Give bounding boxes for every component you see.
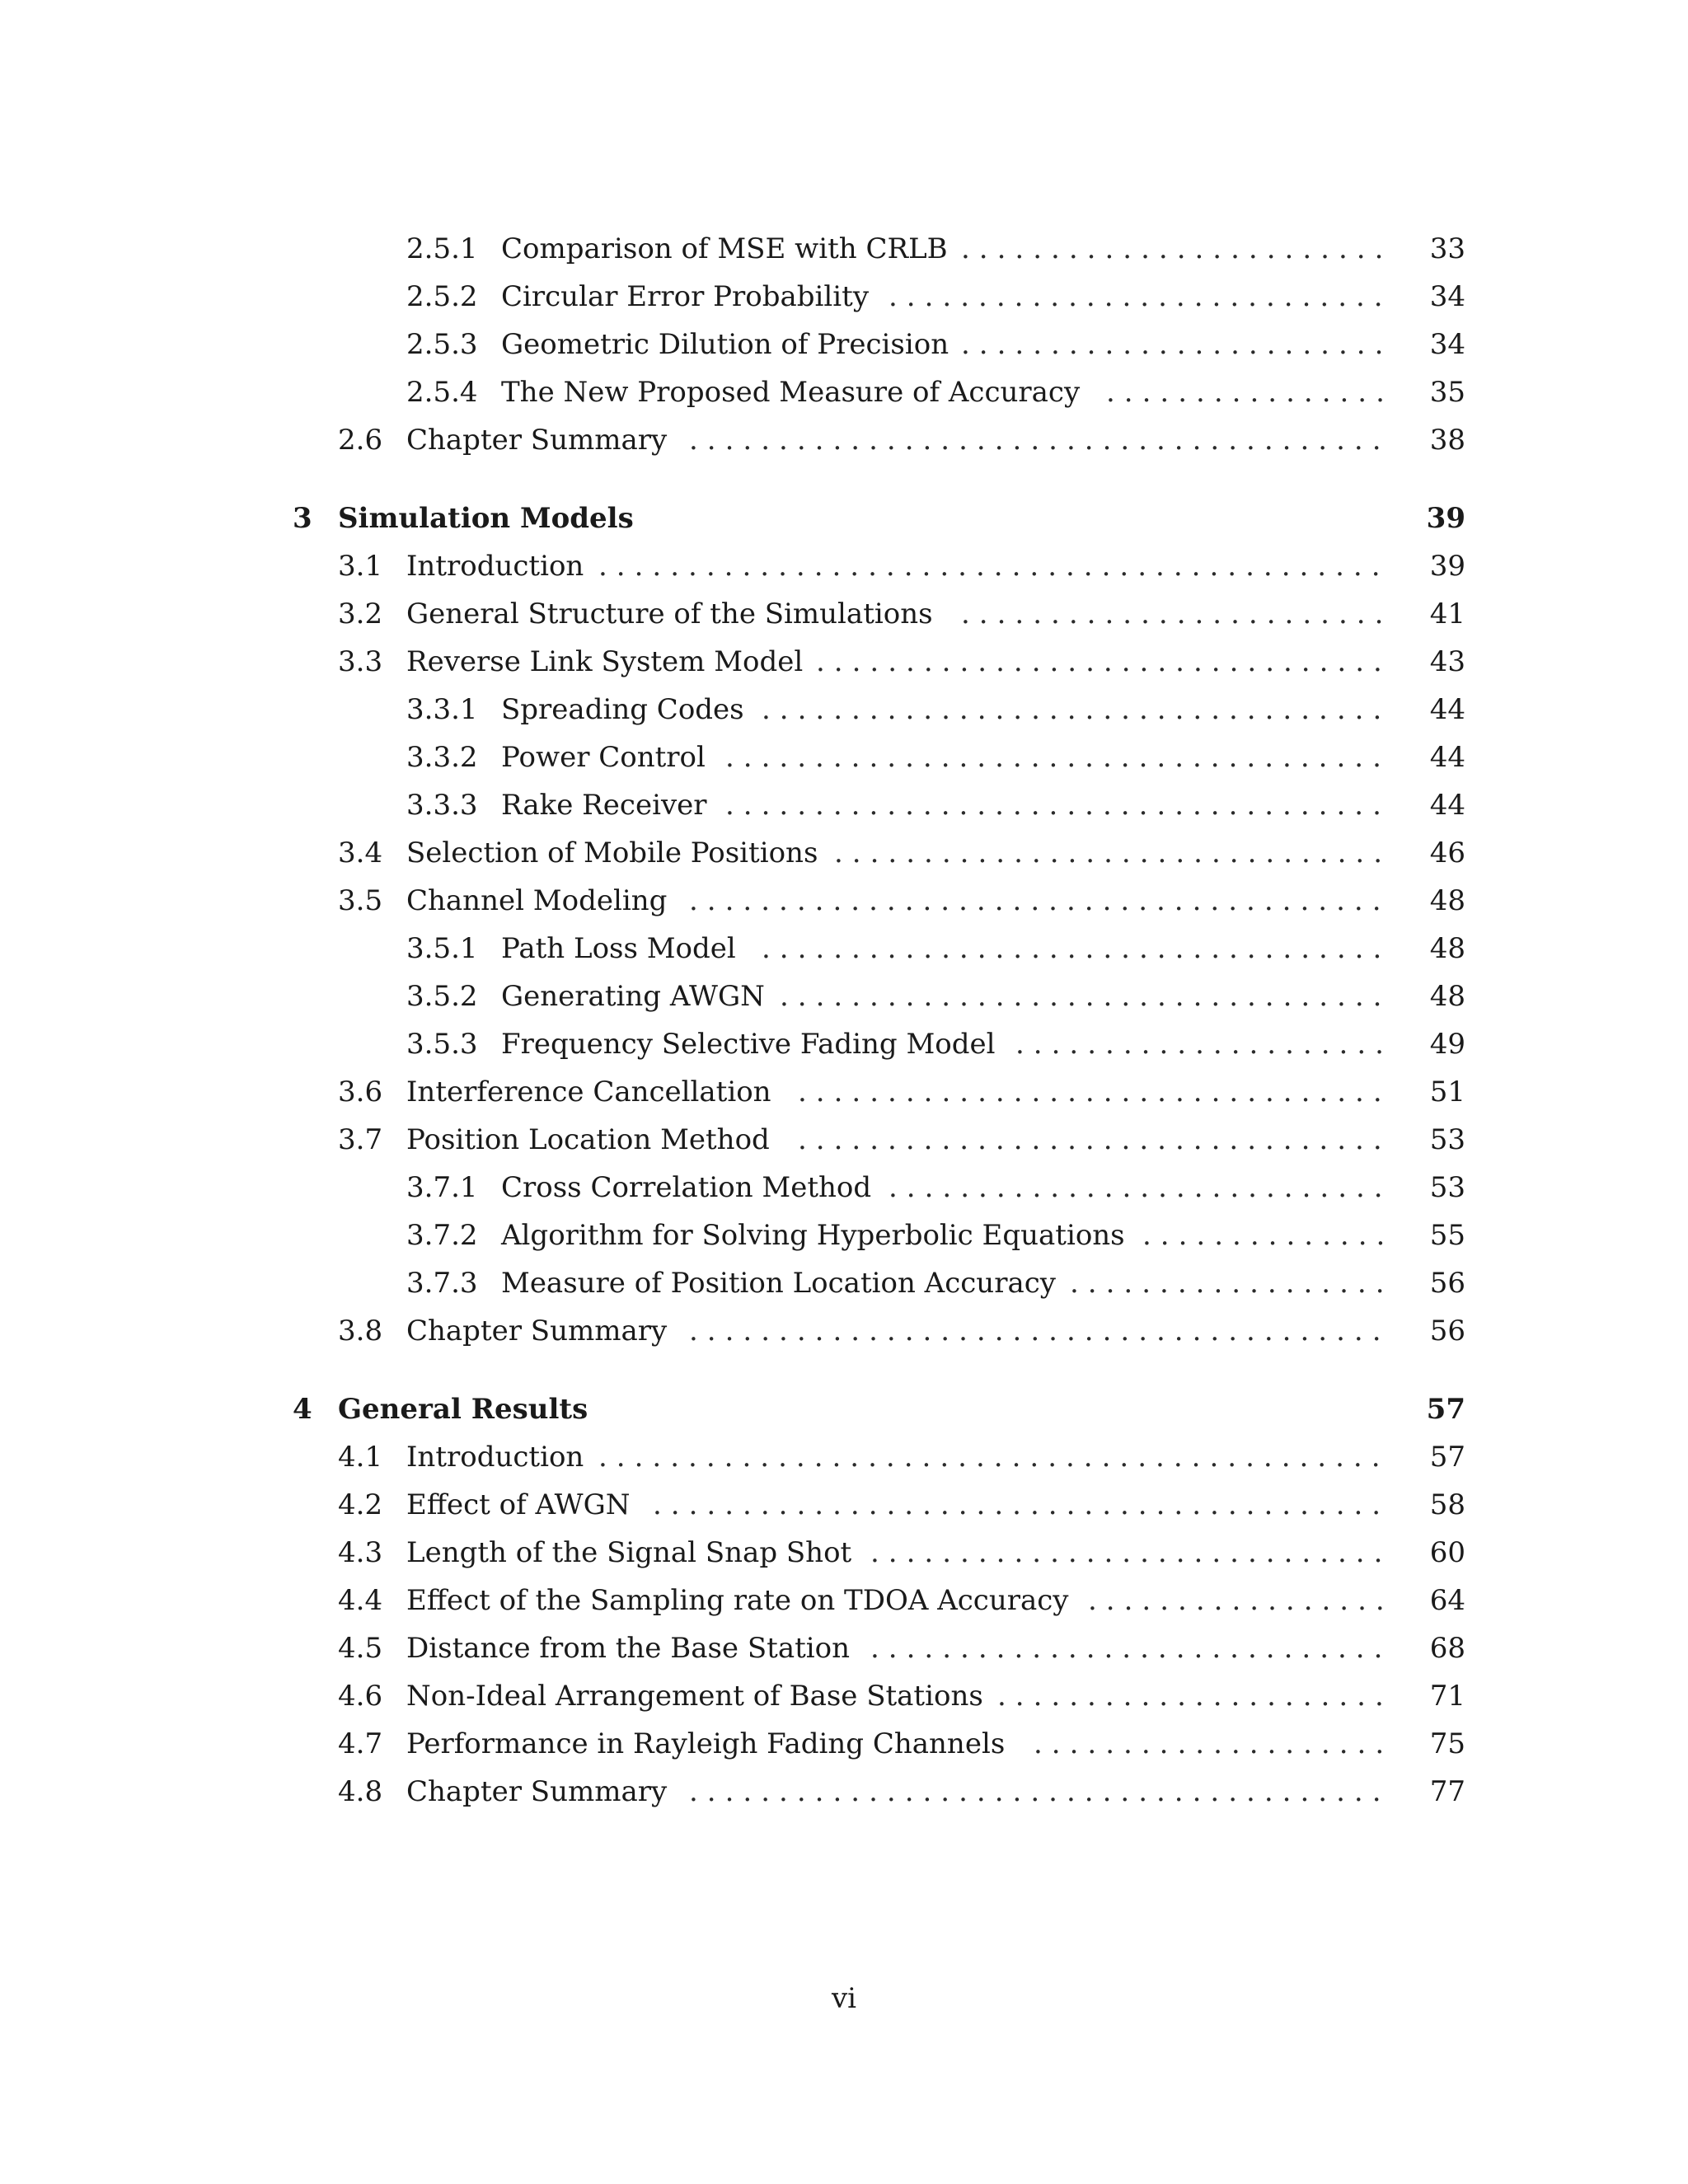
toc-subsection-entry	[0, 928, 1688, 969]
toc-entry-page: 41	[1429, 598, 1465, 630]
toc-entry-number: 2.5.3	[406, 328, 478, 361]
toc-dot-leader: .....................................	[725, 789, 1390, 822]
toc-entry-page: 39	[1426, 502, 1465, 535]
toc-entry-page: 48	[1429, 980, 1465, 1013]
toc-section-entry	[0, 1723, 1688, 1765]
toc-subsection-entry	[0, 228, 1688, 269]
toc-entry-number: 4	[293, 1393, 312, 1426]
toc-entry-title: General Results	[338, 1393, 588, 1426]
toc-entry-page: 56	[1429, 1315, 1465, 1347]
toc-dot-leader: .........................................	[653, 1488, 1390, 1521]
toc-subsection-entry	[0, 1263, 1688, 1304]
toc-section-entry	[0, 832, 1688, 874]
toc-dot-leader: .....................	[1015, 1028, 1393, 1061]
toc-entry-page: 58	[1429, 1488, 1465, 1521]
toc-entry-page: 56	[1429, 1267, 1465, 1300]
toc-entry-page: 34	[1429, 328, 1465, 361]
toc-subsection-entry	[0, 976, 1688, 1017]
toc-dot-leader: ............................................	[598, 1441, 1390, 1474]
toc-dot-leader: .............................	[870, 1632, 1392, 1665]
toc-entry-number: 2.5.2	[406, 280, 478, 313]
toc-entry-number: 4.1	[338, 1441, 383, 1474]
toc-entry-number: 3.6	[338, 1076, 383, 1108]
toc-entry-title: Introduction	[406, 550, 584, 583]
toc-entry-title: Performance in Rayleigh Fading Channels	[406, 1727, 1006, 1760]
toc-entry-title: General Structure of the Simulations	[406, 598, 933, 630]
toc-section-entry	[0, 1580, 1688, 1621]
toc-section-entry	[0, 593, 1688, 635]
toc-entry-page: 71	[1429, 1680, 1465, 1713]
toc-entry-title: Power Control	[501, 741, 706, 774]
toc-entry-title: Geometric Dilution of Precision	[501, 328, 950, 361]
toc-dot-leader: ......................	[997, 1680, 1393, 1713]
toc-entry-title: Path Loss Model	[501, 932, 736, 965]
toc-dot-leader: ............................................	[598, 550, 1390, 583]
toc-entry-number: 3.7.2	[406, 1219, 478, 1252]
toc-entry-page: 57	[1426, 1393, 1465, 1426]
toc-entry-page: 68	[1429, 1632, 1465, 1665]
toc-entry-page: 60	[1429, 1536, 1465, 1569]
toc-section-entry	[0, 1436, 1688, 1478]
toc-entry-number: 3.3	[338, 645, 383, 678]
toc-subsection-entry	[0, 737, 1688, 778]
toc-entry-title: Chapter Summary	[406, 424, 668, 457]
toc-subsection-entry	[0, 785, 1688, 826]
toc-entry-title: Spreading Codes	[501, 693, 744, 726]
toc-entry-title: Comparison of MSE with CRLB	[501, 232, 948, 265]
toc-dot-leader: .......................................	[689, 424, 1390, 457]
toc-dot-leader: .............................	[870, 1536, 1392, 1569]
toc-entry-number: 4.8	[338, 1775, 383, 1808]
toc-entry-title: Generating AWGN	[501, 980, 765, 1013]
toc-entry-title: Introduction	[406, 1441, 584, 1474]
toc-entry-page: 75	[1429, 1727, 1465, 1760]
toc-entry-title: Simulation Models	[338, 502, 634, 535]
toc-entry-number: 4.3	[338, 1536, 383, 1569]
toc-entry-page: 55	[1429, 1219, 1465, 1252]
toc-entry-page: 57	[1429, 1441, 1465, 1474]
toc-entry-number: 4.7	[338, 1727, 383, 1760]
toc-entry-page: 35	[1429, 376, 1465, 409]
toc-entry-page: 51	[1429, 1076, 1465, 1108]
toc-dot-leader: .....................................	[725, 741, 1390, 774]
toc-entry-number: 3.3.3	[406, 789, 478, 822]
toc-entry-number: 4.4	[338, 1584, 383, 1617]
toc-entry-page: 77	[1429, 1775, 1465, 1808]
toc-entry-page: 49	[1429, 1028, 1465, 1061]
toc-dot-leader: ..............	[1142, 1219, 1395, 1252]
toc-entry-title: Frequency Selective Fading Model	[501, 1028, 996, 1061]
toc-dot-leader: ...............................	[834, 837, 1392, 869]
toc-dot-leader: ...................................	[762, 932, 1391, 965]
toc-entry-number: 3.3.1	[406, 693, 478, 726]
toc-section-entry	[0, 1771, 1688, 1812]
toc-entry-title: Distance from the Base Station	[406, 1632, 850, 1665]
toc-entry-title: Cross Correlation Method	[501, 1171, 872, 1204]
toc-entry-page: 53	[1429, 1123, 1465, 1156]
toc-subsection-entry	[0, 689, 1688, 730]
toc-section-entry	[0, 1675, 1688, 1717]
toc-section-entry	[0, 1484, 1688, 1526]
toc-entry-title: Circular Error Probability	[501, 280, 870, 313]
toc-entry-title: Chapter Summary	[406, 1315, 668, 1347]
toc-subsection-entry	[0, 372, 1688, 413]
toc-entry-page: 44	[1429, 693, 1465, 726]
toc-subsection-entry	[0, 1024, 1688, 1065]
toc-dot-leader: .......................................	[689, 884, 1390, 917]
toc-entry-page: 43	[1429, 645, 1465, 678]
toc-dot-leader: ................................	[816, 645, 1391, 678]
toc-subsection-entry	[0, 276, 1688, 317]
toc-dot-leader: .................................	[798, 1076, 1391, 1108]
toc-entry-number: 3.1	[338, 550, 383, 583]
toc-dot-leader: .................	[1088, 1584, 1394, 1617]
toc-entry-page: 33	[1429, 232, 1465, 265]
toc-entry-title: The New Proposed Measure of Accuracy	[501, 376, 1081, 409]
toc-subsection-entry	[0, 1167, 1688, 1208]
toc-dot-leader: ........................	[961, 328, 1393, 361]
toc-section-entry	[0, 1532, 1688, 1573]
toc-entry-title: Effect of AWGN	[406, 1488, 631, 1521]
toc-dot-leader: ........................	[961, 598, 1393, 630]
toc-entry-number: 3.7.3	[406, 1267, 478, 1300]
toc-chapter-entry	[0, 498, 1688, 539]
toc-dot-leader: ............................	[889, 280, 1392, 313]
toc-entry-title: Measure of Position Location Accuracy	[501, 1267, 1056, 1300]
toc-entry-number: 3.8	[338, 1315, 383, 1347]
toc-entry-number: 3.3.2	[406, 741, 478, 774]
toc-section-entry	[0, 641, 1688, 682]
toc-entry-title: Rake Receiver	[501, 789, 707, 822]
toc-entry-number: 3	[293, 502, 312, 535]
toc-entry-page: 53	[1429, 1171, 1465, 1204]
toc-entry-number: 3.7.1	[406, 1171, 478, 1204]
toc-entry-page: 46	[1429, 837, 1465, 869]
toc-dot-leader: .................................	[798, 1123, 1391, 1156]
toc-dot-leader: ..................	[1070, 1267, 1394, 1300]
toc-entry-number: 3.4	[338, 837, 383, 869]
toc-entry-number: 4.2	[338, 1488, 383, 1521]
toc-entry-title: Length of the Signal Snap Shot	[406, 1536, 852, 1569]
toc-entry-title: Reverse Link System Model	[406, 645, 804, 678]
toc-entry-title: Channel Modeling	[406, 884, 668, 917]
toc-entry-title: Interference Cancellation	[406, 1076, 771, 1108]
toc-dot-leader: ..................................	[780, 980, 1391, 1013]
toc-entry-number: 3.5.3	[406, 1028, 478, 1061]
toc-entry-page: 48	[1429, 884, 1465, 917]
toc-subsection-entry	[0, 324, 1688, 365]
toc-dot-leader: .......................................	[689, 1775, 1390, 1808]
toc-section-entry	[0, 1119, 1688, 1160]
toc-section-entry	[0, 1071, 1688, 1113]
toc-entry-title: Chapter Summary	[406, 1775, 668, 1808]
toc-entry-page: 44	[1429, 741, 1465, 774]
toc-entry-number: 3.5.1	[406, 932, 478, 965]
toc-dot-leader: ...................................	[762, 693, 1391, 726]
toc-section-entry	[0, 419, 1688, 461]
toc-section-entry	[0, 880, 1688, 921]
toc-entry-title: Algorithm for Solving Hyperbolic Equations	[501, 1219, 1125, 1252]
toc-chapter-entry	[0, 1389, 1688, 1430]
toc-entry-number: 3.5.2	[406, 980, 478, 1013]
toc-entry-number: 3.5	[338, 884, 383, 917]
toc-entry-page: 38	[1429, 424, 1465, 457]
toc-entry-title: Selection of Mobile Positions	[406, 837, 818, 869]
toc-entry-page: 34	[1429, 280, 1465, 313]
toc-entry-number: 4.5	[338, 1632, 383, 1665]
toc-entry-page: 64	[1429, 1584, 1465, 1617]
toc-dot-leader: ....................	[1034, 1727, 1394, 1760]
toc-entry-title: Effect of the Sampling rate on TDOA Accuracy	[406, 1584, 1069, 1617]
toc-entry-number: 2.5.1	[406, 232, 478, 265]
toc-entry-number: 4.6	[338, 1680, 383, 1713]
toc-entry-number: 2.5.4	[406, 376, 478, 409]
toc-entry-number: 3.2	[338, 598, 383, 630]
toc-entry-number: 2.6	[338, 424, 383, 457]
toc-entry-title: Position Location Method	[406, 1123, 770, 1156]
page-number: vi	[831, 1982, 857, 2015]
toc-entry-page: 48	[1429, 932, 1465, 965]
toc-subsection-entry	[0, 1215, 1688, 1256]
toc-dot-leader: ............................	[889, 1171, 1392, 1204]
toc-entry-title: Non-Ideal Arrangement of Base Stations	[406, 1680, 983, 1713]
toc-entry-page: 44	[1429, 789, 1465, 822]
toc-section-entry	[0, 546, 1688, 587]
toc-section-entry	[0, 1310, 1688, 1352]
toc-dot-leader: ........................	[961, 232, 1393, 265]
toc-entry-page: 39	[1429, 550, 1465, 583]
toc-section-entry	[0, 1628, 1688, 1669]
toc-dot-leader: ................	[1106, 376, 1394, 409]
toc-dot-leader: .......................................	[689, 1315, 1390, 1347]
toc-entry-number: 3.7	[338, 1123, 383, 1156]
